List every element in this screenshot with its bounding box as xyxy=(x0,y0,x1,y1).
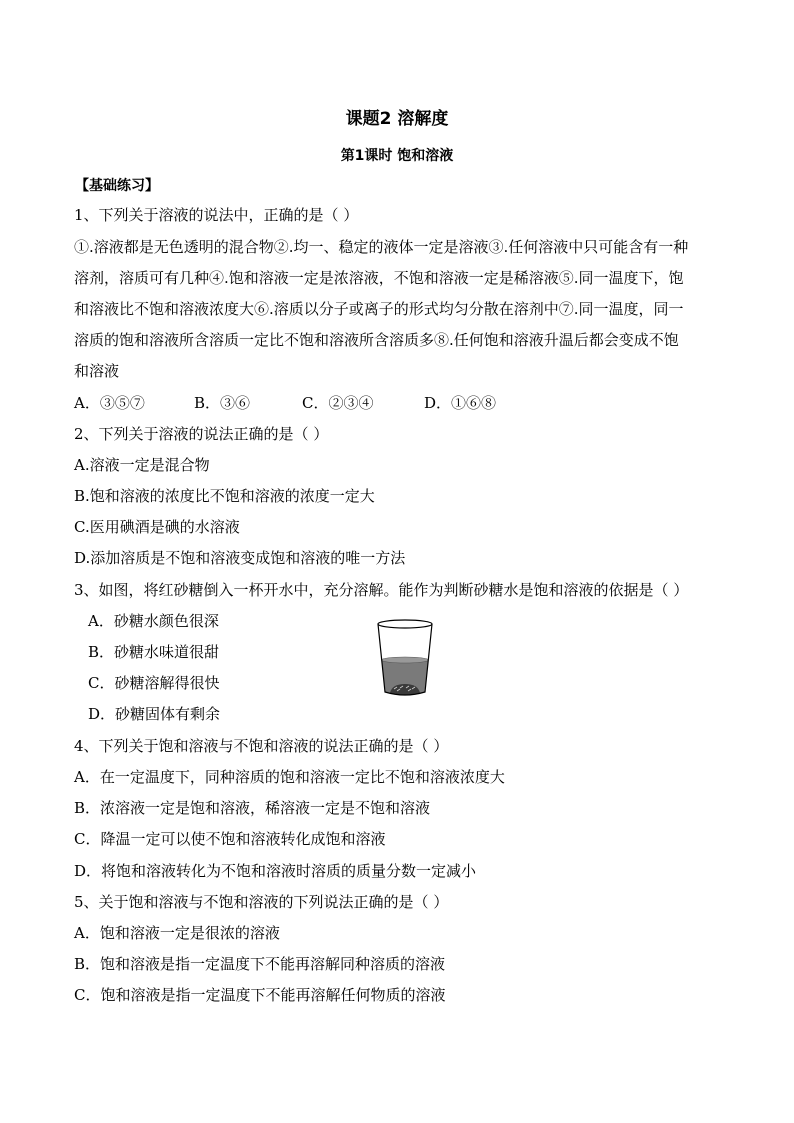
q5-option-a: A．饱和溶液一定是很浓的溶液 xyxy=(74,924,280,942)
page-subtitle: 第1课时 饱和溶液 xyxy=(340,148,454,164)
q1-option-b: B．③⑥ xyxy=(194,394,251,412)
q4-option-c: C．降温一定可以使不饱和溶液转化成饱和溶液 xyxy=(74,830,386,848)
q1-option-d: D．①⑥⑧ xyxy=(424,394,497,412)
section-heading: 【基础练习】 xyxy=(75,178,159,194)
q3-option-a: A．砂糖水颜色很深 xyxy=(88,612,219,630)
q5-option-b: B．饱和溶液是指一定温度下不能再溶解同种溶质的溶液 xyxy=(74,955,446,973)
q1-body-line: 和溶液比不饱和溶液浓度大⑥.溶质以分子或离子的形式均匀分散在溶剂中⑦.同一温度，同一 xyxy=(74,300,684,318)
q2-option-b: B.饱和溶液的浓度比不饱和溶液的浓度一定大 xyxy=(74,487,375,505)
q5-option-c: C．饱和溶液是指一定温度下不能再溶解任何物质的溶液 xyxy=(74,986,446,1004)
q3-option-b: B．砂糖水味道很甜 xyxy=(88,643,220,661)
q3-option-c: C．砂糖溶解得很快 xyxy=(88,674,220,692)
beaker-icon xyxy=(375,618,435,698)
q1-option-a: A．③⑤⑦ xyxy=(74,394,145,412)
q4-option-a: A．在一定温度下，同种溶质的饱和溶液一定比不饱和溶液浓度大 xyxy=(74,768,505,786)
q1-options xyxy=(74,393,496,413)
q3-option-d: D．砂糖固体有剩余 xyxy=(88,705,221,723)
q1-body-line: 溶质的饱和溶液所含溶质一定比不饱和溶液所含溶质多⑧.任何饱和溶液升温后都会变成不饱 xyxy=(74,331,679,349)
q2-option-a: A.溶液一定是混合物 xyxy=(74,456,210,474)
q2-option-d: D.添加溶质是不饱和溶液变成饱和溶液的唯一方法 xyxy=(74,549,406,567)
q2-option-c: C.医用碘酒是碘的水溶液 xyxy=(74,518,240,536)
q1-body-line: 和溶液 xyxy=(74,362,120,380)
page-title: 课题2 溶解度 xyxy=(345,109,449,129)
q5-stem: 5、关于饱和溶液与不饱和溶液的下列说法正确的是（ ） xyxy=(74,893,449,911)
q1-body-line: ①.溶液都是无色透明的混合物②.均一、稳定的液体一定是溶液③.任何溶液中只可能含有一种 xyxy=(74,238,689,256)
q4-stem: 4、下列关于饱和溶液与不饱和溶液的说法正确的是（ ） xyxy=(74,737,449,755)
q4-option-b: B．浓溶液一定是饱和溶液，稀溶液一定是不饱和溶液 xyxy=(74,799,431,817)
q4-option-d: D．将饱和溶液转化为不饱和溶液时溶质的质量分数一定减小 xyxy=(74,862,477,880)
q3-stem: 3、如图，将红砂糖倒入一杯开水中，充分溶解。能作为判断砂糖水是饱和溶液的依据是（ ） xyxy=(74,581,689,599)
q2-stem: 2、下列关于溶液的说法正确的是（ ） xyxy=(74,425,329,443)
q1-option-c: C．②③④ xyxy=(302,394,374,412)
q1-stem: 1、下列关于溶液的说法中，正确的是（ ） xyxy=(74,206,359,224)
q1-body-line: 溶剂，溶质可有几种④.饱和溶液一定是浓溶液，不饱和溶液一定是稀溶液⑤.同一温度下，饱 xyxy=(74,269,684,287)
